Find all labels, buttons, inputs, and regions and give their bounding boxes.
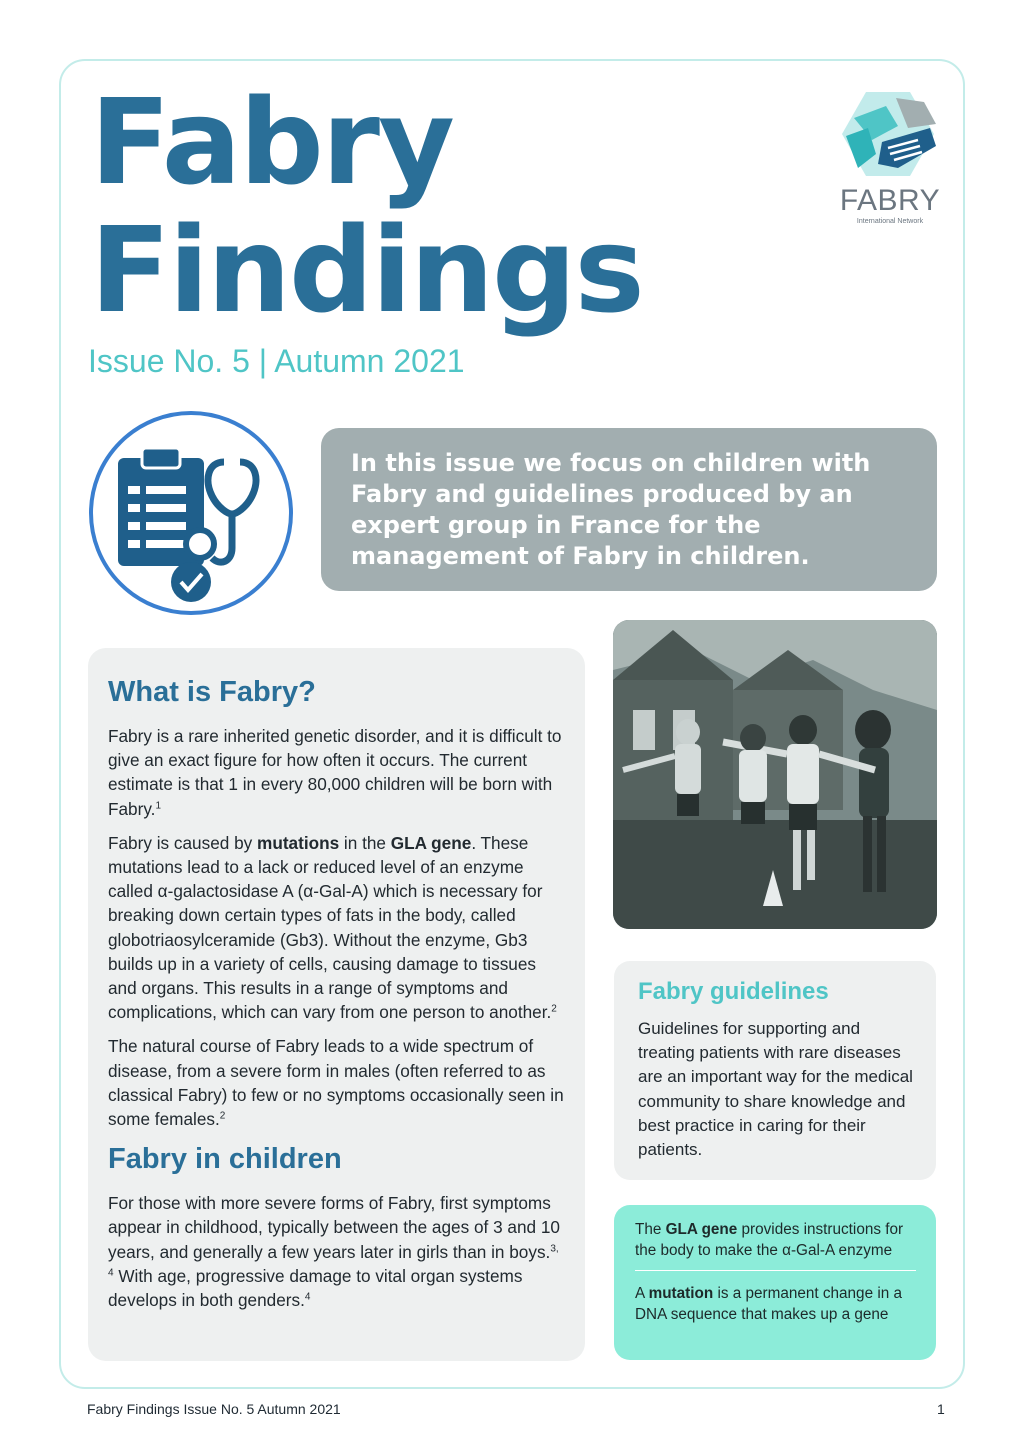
focus-callout [321,428,937,591]
definitions-card [614,1205,936,1360]
what-is-paragraph-2 [108,831,565,1025]
p2-term-mutations: mutations [257,832,340,853]
photo-illustration [613,620,937,929]
p2-text-c: in the [339,832,391,853]
p2-term-gla-gene: GLA gene [390,832,472,853]
focus-text: In this issue we focus on children with Fabry and guidelines produced by an expert group in France for the management of Fabry in children. [351,449,871,570]
fabry-guidelines-card [614,961,936,1180]
ref-3: 2 [219,1110,226,1122]
mut-text-c: is a permanent change in a DNA sequence that makes up a gene [635,1285,902,1323]
what-is-fabry-card [88,648,585,1361]
logo-wordmark: FABRY [839,184,941,217]
guidelines-heading: Fabry guidelines [638,978,829,1005]
children-paragraph [108,1191,565,1312]
guidelines-text: Guidelines for supporting and treating patients with rare diseases are an important way for the medical community to share knowledge and best practice in caring for their patients. [638,1019,913,1160]
footer-publication: Fabry Findings Issue No. 5 Autumn 2021 [87,1401,341,1417]
children-text-a: For those with more severe forms of Fabry, first symptoms appear in childhood, typically between the ages of 3 and 10 years, and generally a few years later in girls than in boys. [108,1193,560,1262]
gla-term: GLA gene [665,1221,738,1238]
p2-text-a: Fabry is caused by [108,832,258,853]
ref-3-4: 3, 4 [108,1242,559,1279]
logo-subtitle: International Network [856,218,924,225]
p3-text: The natural course of Fabry leads to a wide spectrum of disease, from a severe form in males (often referred to as classical Fabry) to few or no symptoms occasionally seen in some females. [108,1036,564,1130]
what-is-paragraph-3 [108,1034,565,1131]
children-text-b: With age, progressive damage to vital organ systems develops in both genders. [108,1265,523,1311]
page-number: 1 [937,1401,945,1417]
title-line-2: Findings [90,201,643,339]
what-is-fabry-heading: What is Fabry? [108,676,316,708]
mut-text-a: A [635,1285,649,1302]
mutation-term: mutation [648,1285,714,1302]
clipboard-stethoscope-check-icon [88,410,295,617]
ref-1: 1 [155,799,161,811]
gla-gene-definition [635,1219,916,1261]
ref-2: 2 [551,1003,557,1015]
page-title [90,73,643,339]
ref-4: 4 [304,1291,311,1303]
hands-network-logo-icon [838,88,942,182]
fabry-in-children-heading: Fabry in children [108,1143,342,1176]
fabry-logo [838,88,942,233]
gla-text-c: provides instructions for the body to make the α-Gal-A enzyme [635,1221,904,1259]
what-is-paragraph-1 [108,724,565,821]
p1-text: Fabry is a rare inherited genetic disorder, and it is difficult to give an exact figure for how often it occurs. The current estimate is that 1 in every 80,000 children will be born with Fabry. [108,726,562,819]
gla-text-a: The [635,1221,666,1238]
issue-subtitle: Issue No. 5 | Autumn 2021 [88,343,465,379]
children-playing-photo [613,620,937,929]
p2-text-e: . These mutations lead to a lack or reduced level of an enzyme called α-galactosidase A (α-Gal-A) which is necessary for breaking down certain types of fats in the body, called globotriaosylceramide (Gb3). Without the enzyme, Gb3 builds up in a variety of cells, causing damage to tissues and organs. This results in a range of symptoms and complications, which can vary from one person to another. [108,832,552,1023]
mutation-definition [635,1283,916,1325]
definitions-divider [635,1270,916,1271]
title-line-1: Fabry [90,73,453,211]
